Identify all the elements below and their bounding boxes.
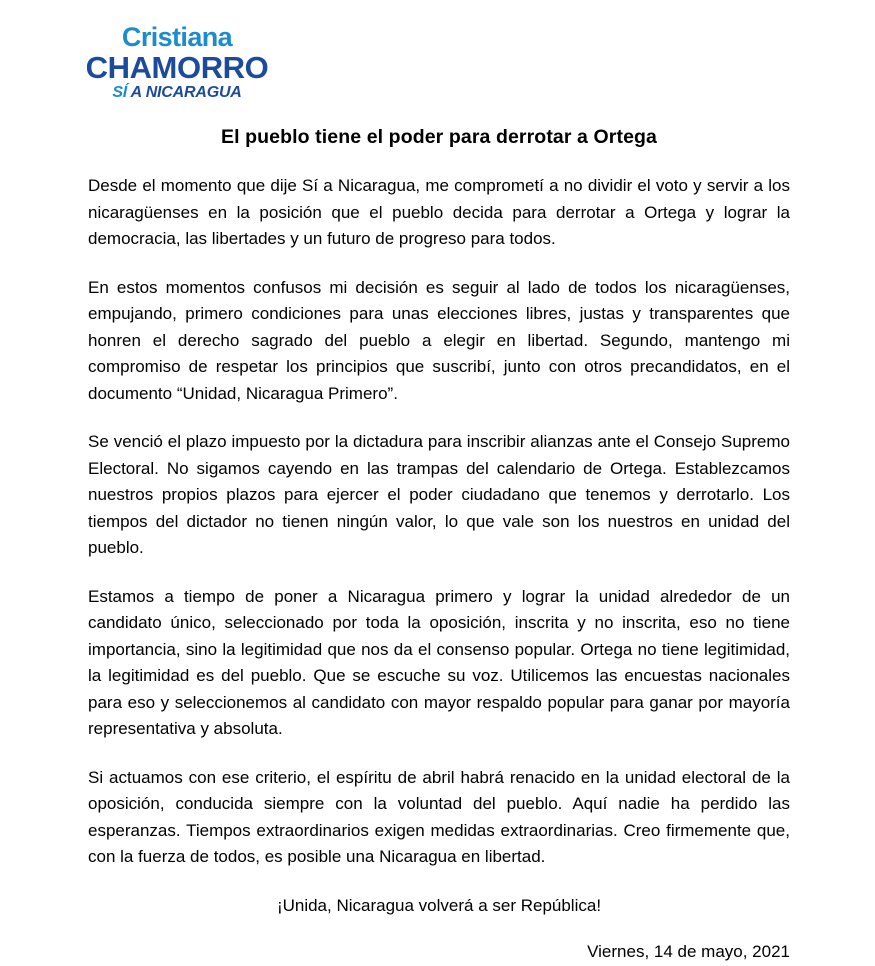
logo-first-name: Cristiana bbox=[121, 22, 233, 52]
logo-tagline-si: SÍ bbox=[112, 84, 128, 101]
statement-paragraph: Estamos a tiempo de poner a Nicaragua primero y lograr la unidad alrededor de un candidato único, seleccionado por toda la oposición, inscrita y no inscrita, eso no tiene importancia, sino la legitimidad que nos da el consenso popular. Ortega no tiene legitimidad, la legitimidad es del pueblo. Que se escuche su voz. Utilicemos las encuestas nacionales para eso y seleccionemos al candidato con mayor respaldo popular para ganar por mayoría representativa y absoluta. bbox=[88, 586, 790, 738]
statement-date: Viernes, 14 de mayo, 2021 bbox=[587, 942, 790, 961]
logo-tagline bbox=[62, 85, 292, 101]
closing-slogan: ¡Unida, Nicaragua volverá a ser República! bbox=[276, 895, 602, 915]
page-title: El pueblo tiene el poder para derrotar a Ortega bbox=[221, 126, 657, 148]
logo-last-name: CHAMORRO bbox=[85, 50, 269, 85]
statement-paragraph: Desde el momento que dije Sí a Nicaragua, me comprometí a no dividir el voto y servir a los nicaragüenses en la posición que el pueblo decida para derrotar a Ortega y lograr la democracia, las libertades y un futuro de progreso para todos. bbox=[88, 176, 790, 248]
statement-paragraph: En estos momentos confusos mi decisión es seguir al lado de todos los nicaragüenses, empujando, primero condiciones para unas elecciones libres, justas y transparentes que honren el derecho sagrado del pueblo a elegir en libertad. Segundo, mantengo mi compromiso de respetar los principios que suscribí, junto con otros precandidatos, en el documento “Unidad, Nicaragua Primero”. bbox=[88, 277, 790, 403]
campaign-logo bbox=[62, 24, 292, 101]
statement-body bbox=[88, 126, 790, 966]
logo-tagline-country: A NICARAGUA bbox=[127, 84, 242, 101]
statement-paragraph: Si actuamos con ese criterio, el espíritu de abril habrá renacido en la unidad electoral de la oposición, conducida siempre con la voluntad del pueblo. Aquí nadie ha perdido las esperanzas. Tiempos extraordinarios exigen medidas extraordinarias. Creo firmemente que, con la fuerza de todos, es posible una Nicaragua en libertad. bbox=[88, 767, 790, 866]
statement-paragraph: Se venció el plazo impuesto por la dictadura para inscribir alianzas ante el Consejo Supremo Electoral. No sigamos cayendo en las trampas del calendario de Ortega. Establezcamos nuestros propios plazos para ejercer el poder ciudadano que tenemos y derrotarlo. Los tiempos del dictador no tienen ningún valor, lo que vale son los nuestros en unidad del pueblo. bbox=[88, 432, 790, 557]
